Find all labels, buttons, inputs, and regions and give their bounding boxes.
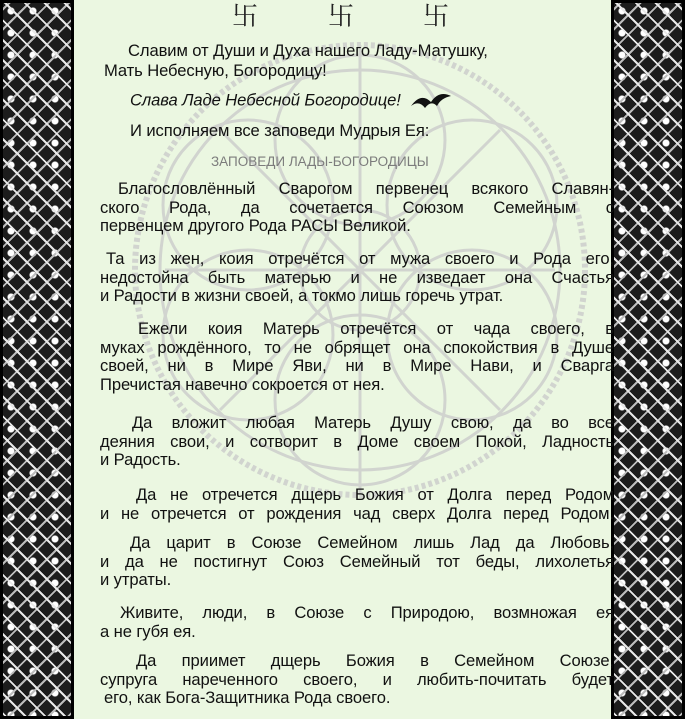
commandments-subtitle: ЗАПОВЕДИ ЛАДЫ-БОГОРОДИЦЫ [211,154,429,169]
text-line: Ежели коия Матерь отречётся от чада своего, в [138,319,614,338]
left-knot-border [0,0,74,719]
text-line: Живите, люди, в Союзе с Природою, возмножая ея [120,603,614,622]
text-line: Благословлённый Сварогом первенец всякого Славян- [118,179,614,198]
bird-icon [409,90,453,112]
swastika-icon: 卐 [328,2,355,32]
intro-line: И исполняем все заповеди Мудрыя Ея: [130,121,430,140]
text-line: Да царит в Союзе Семейном лишь Лад да Любовь, [130,533,614,552]
text-line: его, как Бога-Защитника Рода своего. [104,688,391,708]
text-line: а не губя ея. [100,621,196,641]
header-line-2: Мать Небесную, Богородицу! [104,61,327,80]
text-line: и Радость. [100,450,181,470]
right-knot-border [611,0,685,719]
text-line: и утраты. [100,570,172,590]
paragraph-1 [100,180,614,236]
paragraph-4 [100,414,614,470]
text-line: Пречистая навечно сокроется от нея. [100,374,385,394]
swastika-icon: 卐 [423,2,450,32]
text-line: Да вложит любая Матерь Душу свою, да во все [132,413,614,432]
text-line: Та из жен, коия отречётся от мужа своего и Рода его, [106,249,614,268]
text-line: ского Рода, да сочетается Союзом Семейным с [100,197,614,217]
text-line: первенцем другого Рода РАСЫ Великой. [100,216,411,236]
swastika-icon: 卐 [232,2,259,32]
text-line: Да приимет дщерь Божия в Семейном Союзе, [136,651,614,670]
header-line-1: Славим от Души и Духа нашего Ладу-Матушку, [128,41,488,60]
text-line: и Радости в жизни своей, а токмо лишь горечь утрат. [100,286,504,306]
text-line: и да не постигнут Союз Семейный тот беды, лихолетья [100,551,614,571]
top-symbols-row [0,3,685,31]
slava-line: Слава Ладе Небесной Богородице! [130,90,610,112]
paragraph-6 [100,534,614,590]
text-line: и не отречется от рождения чад сверх Долга перед Родом. [100,503,614,523]
text-line: Да не отречется дщерь Божия от Долга перед Родом [136,485,614,504]
text-line: муках рождённого, то не обрящет она спокойствия в Душе [100,337,614,357]
text-line: супруга нареченного своего, и любить-почитать будет [100,669,614,689]
paragraph-5 [100,486,614,523]
text-line: деяния свои, и сотворит в Доме своем Покой, Ладность [100,431,614,451]
paragraph-2 [100,250,614,306]
paragraph-8 [100,652,614,708]
paragraph-3 [100,320,614,394]
paragraph-7 [100,604,614,641]
text-line: своей, ни в Мире Яви, ни в Мире Нави, и Сварга [100,356,614,376]
text-line: недостойна быть матерью и не изведает она Счастья [100,267,614,287]
